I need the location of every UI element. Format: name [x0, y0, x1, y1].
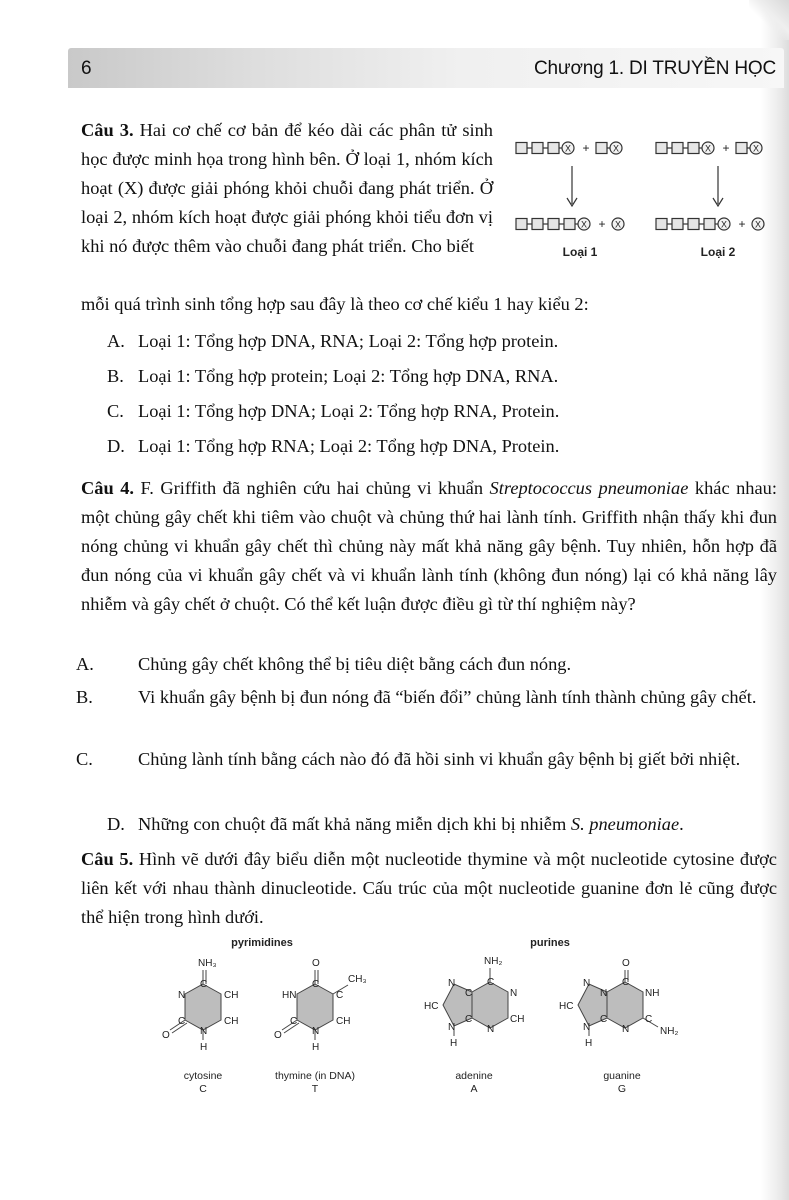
svg-text:H: H [450, 1038, 458, 1049]
page-corner [749, 0, 789, 40]
type2-bottom-chain-unit [704, 219, 715, 230]
type2-top-chain-unit [672, 143, 683, 154]
type2-bottom-x-label: X [720, 219, 728, 230]
type2-top-x-label: X [704, 143, 712, 154]
type2-top-chain-unit [656, 143, 667, 154]
type1-bottom-chain-unit [532, 219, 543, 230]
type2-released-x-label: X [754, 219, 762, 230]
q3-text-cont: mỗi quá trình sinh tổng hợp sau đây là theo cơ chế kiểu 1 hay kiểu 2: [81, 294, 589, 314]
svg-text:N: N [200, 1026, 208, 1037]
type2-plus-2: + [738, 217, 746, 231]
type1-bottom-chain-unit [548, 219, 559, 230]
chapter-title: Chương 1. DI TRUYỀN HỌC [534, 58, 776, 79]
q3-figure [510, 128, 789, 268]
svg-text:O: O [312, 958, 320, 969]
svg-text:C: C [312, 979, 320, 990]
svg-text:CH: CH [224, 990, 239, 1001]
svg-text:N: N [583, 978, 591, 989]
q4-option-d: D. Những con chuột đã mất khả năng miễn dịch khi bị nhiễm S. pneumoniae. [107, 814, 684, 834]
purines-label: purines [530, 937, 570, 949]
type2-bottom-chain-unit [688, 219, 699, 230]
adenine-ring6 [472, 982, 508, 1028]
adenine-name: adenine [455, 1070, 493, 1082]
q3-label: Câu 3. [81, 120, 134, 140]
svg-text:N: N [583, 1022, 591, 1033]
q3-option-c: C. Loại 1: Tổng hợp DNA; Loại 2: Tổng hợp RNA, Protein. [107, 401, 560, 421]
type2-label: Loại 2 [700, 245, 736, 259]
type2-bottom-chain-unit [672, 219, 683, 230]
svg-text:HN: HN [282, 990, 297, 1001]
q4-option-b: B. Vi khuẩn gây bệnh bị đun nóng đã “biến đổi” chủng lành tính thành chủng gây chết. [76, 687, 757, 707]
type2-monomer-x-label: X [752, 143, 760, 154]
svg-text:C: C [200, 979, 208, 990]
type2-bottom-chain-unit [656, 219, 667, 230]
svg-text:N: N [312, 1026, 320, 1037]
type1-top-chain-unit [548, 143, 559, 154]
thymine-ring [297, 984, 333, 1030]
svg-text:N: N [487, 1024, 495, 1035]
pyrimidines-label: pyrimidines [231, 937, 293, 949]
type2-plus: + [722, 141, 730, 155]
svg-text:C: C [487, 977, 495, 988]
thymine-name: thymine (in DNA) [275, 1070, 355, 1082]
svg-text:N: N [510, 988, 518, 999]
svg-text:C: C [622, 977, 630, 988]
q5-label: Câu 5. [81, 849, 134, 869]
svg-text:NH₂: NH₂ [484, 956, 503, 967]
svg-text:O: O [274, 1030, 282, 1041]
q4-option-c: C. Chủng lành tính bằng cách nào đó đã hồi sinh vi khuẩn gây bệnh bị giết bởi nhiệt. [76, 749, 741, 769]
type1-bottom-chain-unit [564, 219, 575, 230]
svg-text:H: H [585, 1038, 593, 1049]
svg-text:CH₃: CH₃ [348, 974, 367, 985]
svg-text:C: C [645, 1014, 653, 1025]
q3-text [81, 116, 493, 261]
type2-monomer [736, 143, 747, 154]
cytosine-letter: C [199, 1083, 207, 1095]
svg-text:N: N [600, 988, 608, 999]
guanine-ring6 [607, 982, 643, 1028]
q4-label: Câu 4. [81, 478, 134, 498]
svg-text:C: C [465, 1014, 473, 1025]
guanine-name: guanine [603, 1070, 641, 1082]
svg-text:N: N [448, 1022, 456, 1033]
svg-text:C: C [290, 1016, 298, 1027]
type1-plus-2: + [598, 217, 606, 231]
svg-text:C: C [465, 988, 473, 999]
type1-monomer [596, 143, 607, 154]
q3-body: Hai cơ chế cơ bản để kéo dài các phân tử sinh học được minh họa trong hình bên. Ở loại 1, nhóm kích hoạt (X) được giải phóng khỏi chuỗi đang phát triển. Ở loại 2, nhóm kích hoạt được giải phóng khỏi tiểu đơn vị khi nó được thêm vào chuỗi đang phát triển. Cho biết [81, 120, 493, 256]
svg-text:HC: HC [424, 1001, 439, 1012]
svg-text:N: N [622, 1024, 630, 1035]
cytosine-name: cytosine [183, 1070, 223, 1082]
q5-figure [140, 930, 720, 1105]
type1-released-x-label: X [614, 219, 622, 230]
type1-top-chain-unit [532, 143, 543, 154]
cytosine-ring [185, 984, 221, 1030]
q4-text: Câu 4. F. Griffith đã nghiên cứu hai chủng vi khuẩn Streptococcus pneumoniae khác nhau: một chủng gây chết khi tiêm vào chuột và chủng thứ hai lành tính. Griffith nhận thấy khi đun nóng chủng vi khuẩn gây chết thì chủng này mất khả năng gây bệnh. Tuy nhiên, hỗn hợp đã đun nóng của vi khuẩn gây chết và vi khuẩn lành tính (không đun nóng) lại có khả năng lây nhiễm và gây chết ở chuột. Có thể kết luận được điều gì từ thí nghiệm này? [81, 478, 777, 614]
svg-text:HC: HC [559, 1001, 574, 1012]
svg-text:CH: CH [336, 1016, 351, 1027]
adenine-letter: A [470, 1083, 478, 1095]
svg-text:N: N [178, 990, 186, 1001]
svg-text:N: N [448, 978, 456, 989]
thymine-letter: T [311, 1083, 319, 1095]
svg-text:NH₃: NH₃ [198, 958, 217, 969]
svg-text:O: O [162, 1030, 170, 1041]
svg-text:H: H [312, 1042, 320, 1053]
svg-text:CH: CH [510, 1014, 525, 1025]
svg-text:NH₂: NH₂ [660, 1026, 679, 1037]
q3-option-b: B. Loại 1: Tổng hợp protein; Loại 2: Tổng hợp DNA, RNA. [107, 366, 559, 386]
type1-top-chain-unit [516, 143, 527, 154]
svg-text:C: C [600, 1014, 608, 1025]
q4-option-a: A. Chủng gây chết không thể bị tiêu diệt bằng cách đun nóng. [76, 654, 572, 674]
type1-label: Loại 1 [562, 245, 598, 259]
svg-text:C: C [178, 1016, 186, 1027]
type1-plus: + [582, 141, 590, 155]
svg-text:H: H [200, 1042, 208, 1053]
svg-text:O: O [622, 958, 630, 969]
svg-text:C: C [336, 990, 344, 1001]
page-header [68, 48, 784, 88]
type1-bottom-x-label: X [580, 219, 588, 230]
type1-top-x-label: X [564, 143, 572, 154]
page-number: 6 [81, 58, 92, 79]
q3-option-a: A. Loại 1: Tổng hợp DNA, RNA; Loại 2: Tổng hợp protein. [107, 331, 559, 351]
q4-species: Streptococcus pneumoniae [489, 478, 689, 498]
q3-option-d: D. Loại 1: Tổng hợp RNA; Loại 2: Tổng hợp DNA, Protein. [107, 436, 560, 456]
type1-monomer-x-label: X [612, 143, 620, 154]
type2-top-chain-unit [688, 143, 699, 154]
guanine-letter: G [617, 1083, 627, 1095]
svg-text:NH: NH [645, 988, 660, 999]
type1-bottom-chain-unit [516, 219, 527, 230]
q5-text: Câu 5. Hình vẽ dưới đây biểu diễn một nucleotide thymine và một nucleotide cytosine được liên kết với nhau thành dinucleotide. Cấu trúc của một nucleotide guanine đơn lẻ cũng được thể hiện trong hình dưới. [81, 849, 777, 927]
svg-text:CH: CH [224, 1016, 239, 1027]
